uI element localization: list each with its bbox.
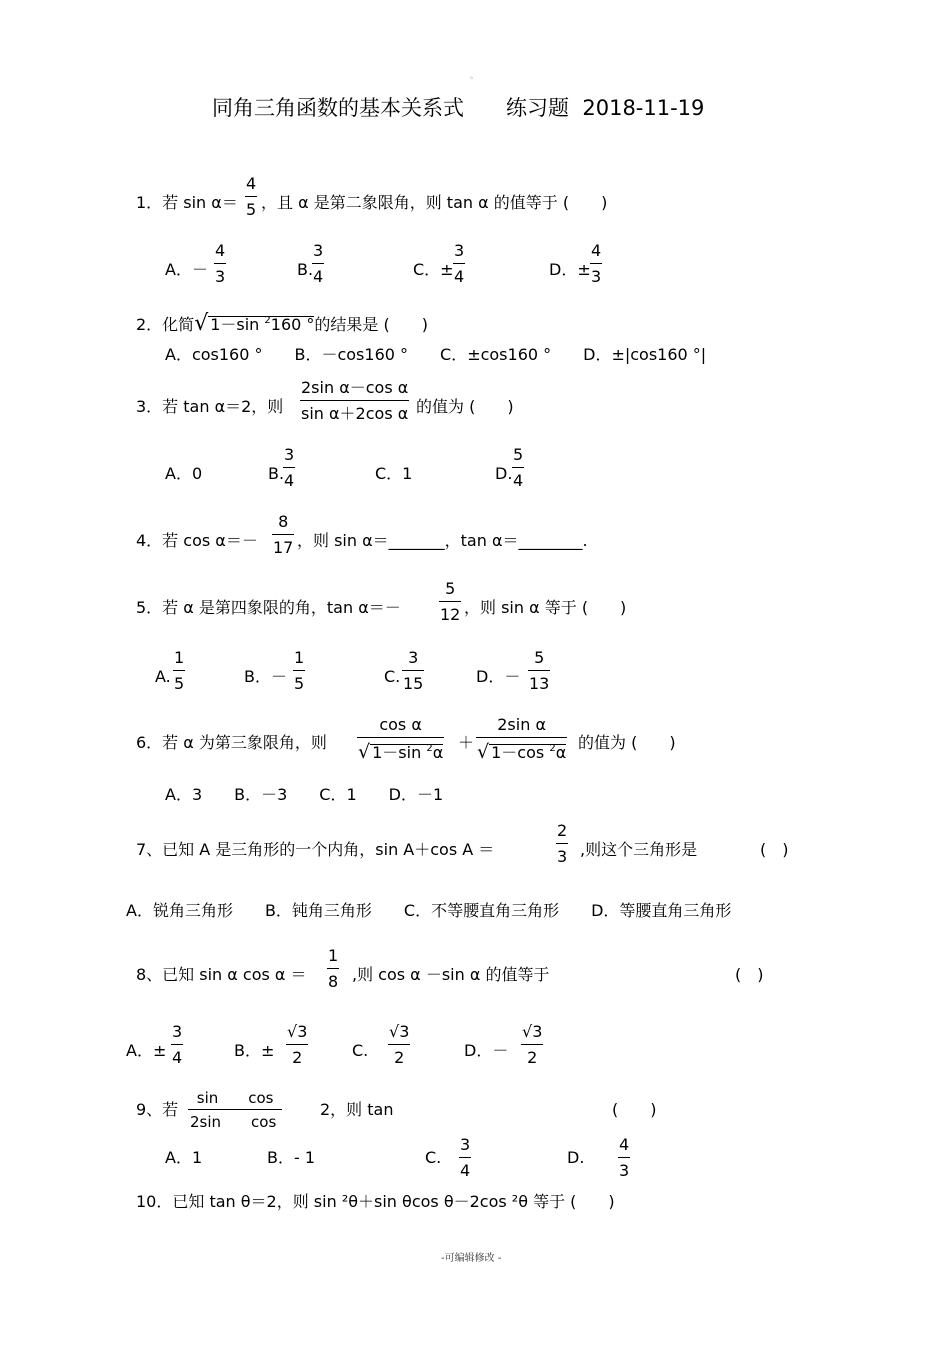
q8-option-b-fraction: √3 2 bbox=[287, 1022, 308, 1067]
q5-option-a-label: A. bbox=[155, 667, 171, 686]
q8-option-b-label: B．± bbox=[234, 1041, 275, 1060]
q1-option-b-fraction: 3 4 bbox=[313, 241, 324, 286]
q3-option-b-fraction: 3 4 bbox=[284, 445, 295, 490]
q1-stem-post: ，且 α 是第二象限角，则 tan α 的值等于 ( ) bbox=[261, 193, 608, 212]
q7-fraction: 2 3 bbox=[557, 821, 568, 866]
q2-pre: 2．化简 bbox=[136, 315, 195, 334]
q3-option-b-label: B. bbox=[268, 464, 285, 483]
q4-fraction: 8 17 bbox=[273, 512, 294, 557]
title-date: 2018-11-19 bbox=[582, 96, 705, 120]
q8-option-d-fraction: √3 2 bbox=[522, 1022, 543, 1067]
q1-fraction: 4 5 bbox=[246, 174, 257, 219]
q9-fraction: sin cos 2sin cos bbox=[188, 1091, 282, 1130]
q8-option-d-label: D．－ bbox=[464, 1041, 509, 1060]
title-text: 同角三角函数的基本关系式 bbox=[212, 96, 464, 120]
page-dot: 。 bbox=[470, 71, 478, 80]
q8-option-a-label: A．± bbox=[126, 1041, 167, 1060]
title-subtitle: 练习题 bbox=[506, 96, 569, 120]
q5-stem-pre: 5．若 α 是第四象限的角，tan α＝－ bbox=[136, 598, 401, 617]
q8-stem-post: ,则 cos α －sin α 的值等于 bbox=[352, 965, 550, 984]
q1-option-b-label: B. bbox=[297, 260, 314, 279]
q8-fraction: 1 8 bbox=[328, 946, 339, 991]
q5-option-b-label: B．－ bbox=[244, 667, 287, 686]
page-footer: -可编辑修改 - bbox=[441, 1253, 502, 1264]
sqrt-symbol: √ bbox=[194, 311, 209, 336]
q1-option-c-fraction: 3 4 bbox=[454, 241, 465, 286]
q9-option-d-fraction: 4 3 bbox=[619, 1135, 630, 1180]
q9-option-a: A．1 bbox=[165, 1148, 203, 1167]
q5-option-d-label: D．－ bbox=[476, 667, 521, 686]
q1-stem-pre: 1．若 sin α＝ bbox=[136, 193, 238, 212]
q5-option-a-fraction: 1 5 bbox=[174, 648, 185, 693]
q6-stem-pre: 6．若 α 为第三象限角，则 bbox=[136, 733, 327, 752]
q3-option-a: A．0 bbox=[165, 464, 203, 483]
q9-option-d-label: D. bbox=[567, 1148, 585, 1167]
q2-post: 的结果是 ( ) bbox=[314, 315, 428, 334]
q2-options: A．cos160 ° B．－cos160 ° C．±cos160 ° D．±|cos160 °| bbox=[165, 345, 707, 364]
q7-stem-post: ,则这个三角形是 bbox=[580, 840, 698, 859]
q7-stem-pre: 7、已知 A 是三角形的一个内角，sin A＋cos A ＝ bbox=[136, 840, 495, 859]
q8-option-c-label: C. bbox=[352, 1041, 369, 1060]
q3-stem-pre: 3．若 tan α＝2，则 bbox=[136, 397, 284, 416]
q6-options: A．3 B．－3 C．1 D．－1 bbox=[165, 785, 444, 804]
q5-option-c-fraction: 3 15 bbox=[403, 648, 424, 693]
q6-plus: ＋ bbox=[458, 733, 475, 752]
q9-option-c-fraction: 3 4 bbox=[460, 1135, 471, 1180]
q9-option-c-label: C. bbox=[425, 1148, 442, 1167]
q3-stem-post: 的值为 ( ) bbox=[416, 397, 514, 416]
q1-option-a-fraction: 4 3 bbox=[215, 241, 226, 286]
q3-fraction: 2sin α－cos α sin α＋2cos α bbox=[301, 378, 409, 423]
q6-fraction-1: cos α √ 1－sin $^2$α bbox=[358, 715, 444, 763]
q6-stem-post: 的值为 ( ) bbox=[578, 733, 676, 752]
q9-option-b: B．- 1 bbox=[267, 1148, 316, 1167]
q1-option-c-label: C．± bbox=[413, 260, 454, 279]
q3-option-c: C．1 bbox=[375, 464, 413, 483]
q3-option-d-fraction: 5 4 bbox=[513, 445, 524, 490]
q8-stem-pre: 8、已知 sin α cos α ＝ bbox=[136, 965, 307, 984]
q10-stem: 10．已知 tan θ＝2，则 sin ²θ＋sin θcos θ－2cos ²θ 等于 ( ) bbox=[136, 1192, 615, 1211]
q9-stem-pre: 9、若 bbox=[136, 1100, 179, 1119]
q5-option-d-fraction: 5 13 bbox=[529, 648, 550, 693]
q9-stem-post: 2，则 tan bbox=[320, 1100, 394, 1119]
q6-fraction-2: 2sin α √ 1－cos $^2$α bbox=[477, 715, 567, 763]
q5-option-c-label: C. bbox=[384, 667, 401, 686]
q5-fraction: 5 12 bbox=[440, 579, 461, 624]
q1-option-d-label: D．± bbox=[549, 260, 591, 279]
q5-option-b-fraction: 1 5 bbox=[294, 648, 305, 693]
q7-paren: ( ) bbox=[760, 840, 789, 859]
q8-option-c-fraction: √3 2 bbox=[389, 1022, 410, 1067]
q2-stem bbox=[136, 313, 428, 335]
q3-option-d-label: D. bbox=[495, 464, 513, 483]
q1-option-d-fraction: 4 3 bbox=[591, 241, 602, 286]
q7-options: A．锐角三角形 B．钝角三角形 C．不等腰直角三角形 D．等腰直角三角形 bbox=[126, 901, 732, 920]
q8-option-a-fraction: 3 4 bbox=[172, 1022, 183, 1067]
page-title bbox=[212, 98, 704, 119]
q2-radicand: 1－sin $^2$160 ° bbox=[210, 315, 315, 334]
q4-stem-pre: 4．若 cos α＝－ bbox=[136, 531, 258, 550]
q9-paren: ( ) bbox=[612, 1100, 657, 1119]
q4-stem-post: ，则 sin α＝_______，tan α＝________. bbox=[297, 531, 588, 550]
q5-stem-post: ，则 sin α 等于 ( ) bbox=[464, 598, 627, 617]
q1-option-a-label: A．－ bbox=[165, 260, 208, 279]
q8-paren: ( ) bbox=[735, 965, 764, 984]
